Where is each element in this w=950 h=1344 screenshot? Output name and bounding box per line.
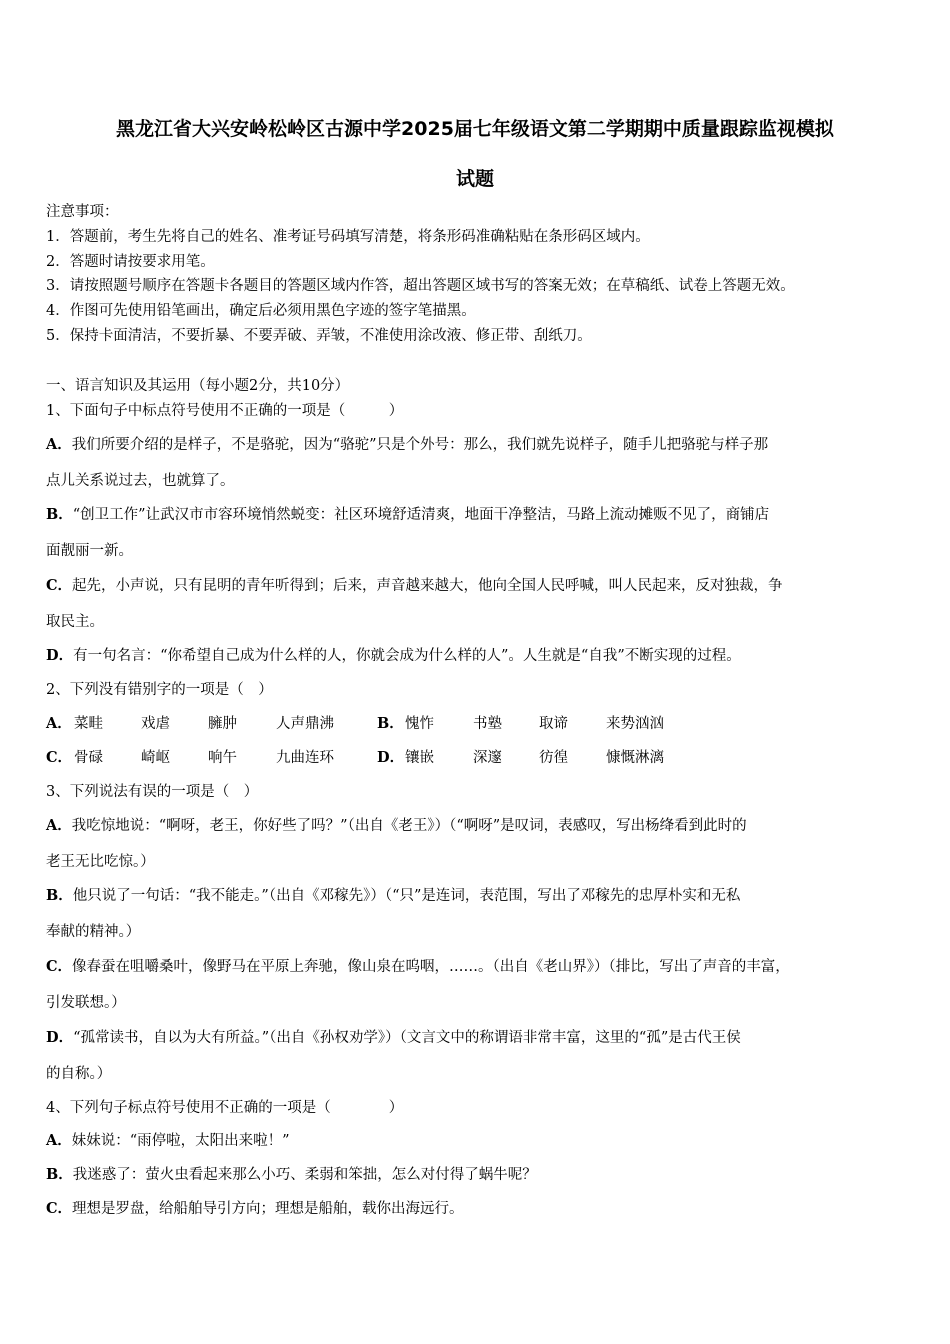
question-stem: 2、下列没有错别字的一项是（ ） bbox=[46, 682, 273, 698]
option-word: 人声鼎沸 bbox=[276, 716, 334, 732]
option-word: 取谛 bbox=[539, 716, 568, 732]
option-c bbox=[46, 957, 790, 977]
option-text-continued: 取民主。 bbox=[46, 614, 104, 630]
option-text-continued: 老王无比吃惊。） bbox=[46, 854, 155, 870]
question-stem: 3、下列说法有误的一项是（ ） bbox=[46, 784, 259, 800]
page-title: 黑龙江省大兴安岭松岭区古源中学2025届七年级语文第二学期期中质量跟踪监视模拟 bbox=[116, 118, 834, 140]
option-text: “创卫工作”让武汉市市容环境悄然蜕变：社区环境舒适清爽，地面干净整洁，马路上流动摊贩不见了，商铺店 bbox=[72, 507, 770, 523]
option-word: 崎岖 bbox=[141, 750, 170, 766]
option-label: A． bbox=[46, 715, 72, 732]
option-word: 来势汹汹 bbox=[606, 716, 664, 732]
option-word: 镶嵌 bbox=[405, 750, 434, 766]
option-label: D． bbox=[46, 1029, 74, 1046]
option-word: 愧怍 bbox=[405, 716, 434, 732]
option-text-continued: 面靓丽一新。 bbox=[46, 543, 133, 559]
option-d bbox=[46, 646, 741, 666]
option-label: C． bbox=[46, 749, 73, 766]
question-stem: 1、下面句子中标点符号使用不正确的一项是（ ） bbox=[46, 403, 404, 419]
option-a bbox=[46, 1131, 290, 1151]
option-word: 骨碌 bbox=[74, 750, 103, 766]
notice-heading: 注意事项： bbox=[46, 204, 119, 220]
option-label: A． bbox=[46, 436, 72, 453]
option-c bbox=[46, 576, 783, 596]
option-word: 慷慨淋漓 bbox=[606, 750, 664, 766]
option-label: A． bbox=[46, 817, 72, 834]
option-text: 起先，小声说，只有昆明的青年听得到；后来，声音越来越大，他向全国人民呼喊，叫人民起来，反对独裁，争 bbox=[72, 578, 783, 594]
option-label: C． bbox=[46, 1200, 73, 1217]
option-label: A． bbox=[46, 1132, 72, 1149]
section-heading: 一、语言知识及其运用（每小题2分，共10分） bbox=[46, 378, 350, 394]
option-d bbox=[46, 1028, 741, 1048]
option-label: C． bbox=[46, 958, 73, 975]
option-text: “孤常读书，自以为大有所益。”（出自《孙权劝学》）（文言文中的称谓语非常丰富，这里的“孤”是古代王侯 bbox=[73, 1030, 741, 1046]
option-word: 菜畦 bbox=[74, 716, 103, 732]
option-label: C． bbox=[46, 577, 73, 594]
question-stem: 4、下列句子标点符号使用不正确的一项是（ ） bbox=[46, 1100, 404, 1116]
option-text: 妹妹说：“雨停啦，太阳出来啦！” bbox=[71, 1133, 290, 1149]
option-label: D． bbox=[46, 647, 74, 664]
option-label: B． bbox=[377, 715, 404, 732]
option-text: 有一句名言：“你希望自己成为什么样的人，你就会成为什么样的人”。人生就是“自我”不断实现的过程。 bbox=[73, 648, 741, 664]
option-label: B． bbox=[46, 887, 73, 904]
notice-item: 1．答题前，考生先将自己的姓名、准考证号码填写清楚，将条形码准确粘贴在条形码区域内。 bbox=[46, 229, 650, 245]
option-text: 我吃惊地说：“啊呀，老王，你好些了吗？”（出自《老王》）（“啊呀”是叹词，表感叹，写出杨绛看到此时的 bbox=[71, 818, 747, 834]
option-b bbox=[46, 1165, 537, 1185]
notice-item: 4．作图可先使用铅笔画出，确定后必须用黑色字迹的签字笔描黑。 bbox=[46, 303, 476, 319]
option-c bbox=[46, 1199, 464, 1219]
option-word: 响午 bbox=[208, 750, 237, 766]
option-word: 书塾 bbox=[473, 716, 502, 732]
option-a bbox=[46, 816, 747, 836]
option-word: 彷徨 bbox=[539, 750, 568, 766]
option-a bbox=[46, 435, 768, 455]
option-word: 九曲连环 bbox=[276, 750, 334, 766]
option-b bbox=[46, 886, 740, 906]
notice-item: 3．请按照题号顺序在答题卡各题目的答题区域内作答，超出答题区域书写的答案无效；在草稿纸、试卷上答题无效。 bbox=[46, 278, 795, 294]
option-text-continued: 引发联想。） bbox=[46, 995, 126, 1011]
option-word: 深邃 bbox=[473, 750, 502, 766]
page-title-continued: 试题 bbox=[455, 168, 494, 190]
option-word: 臃肿 bbox=[208, 716, 237, 732]
option-text: 他只说了一句话：“我不能走。”（出自《邓稼先》）（“只”是连词，表范围，写出了邓稼先的忠厚朴实和无私 bbox=[72, 888, 741, 904]
option-text: 我们所要介绍的是样子，不是骆驼，因为“骆驼”只是个外号：那么，我们就先说样子，随手儿把骆驼与样子那 bbox=[71, 437, 769, 453]
notice-item: 2．答题时请按要求用笔。 bbox=[46, 254, 215, 270]
option-label: B． bbox=[46, 506, 73, 523]
option-word: 戏虐 bbox=[141, 716, 170, 732]
option-label: D． bbox=[377, 749, 405, 766]
option-b bbox=[46, 505, 769, 525]
option-text-continued: 奉献的精神。） bbox=[46, 924, 141, 940]
option-text: 我迷惑了：萤火虫看起来那么小巧、柔弱和笨拙，怎么对付得了蜗牛呢？ bbox=[72, 1167, 537, 1183]
option-text-continued: 点儿关系说过去，也就算了。 bbox=[46, 473, 235, 489]
option-label: B． bbox=[46, 1166, 73, 1183]
option-text-continued: 的自称。） bbox=[46, 1066, 112, 1082]
option-text: 理想是罗盘，给船舶导引方向；理想是船舶，载你出海远行。 bbox=[72, 1201, 464, 1217]
notice-item: 5．保持卡面清洁，不要折暴、不要弄破、弄皱，不准使用涂改液、修正带、刮纸刀。 bbox=[46, 328, 592, 344]
option-text: 像春蚕在咀嚼桑叶，像野马在平原上奔驰，像山泉在呜咽，……。（出自《老山界》）（排比，写出了声音的丰富， bbox=[72, 959, 790, 975]
